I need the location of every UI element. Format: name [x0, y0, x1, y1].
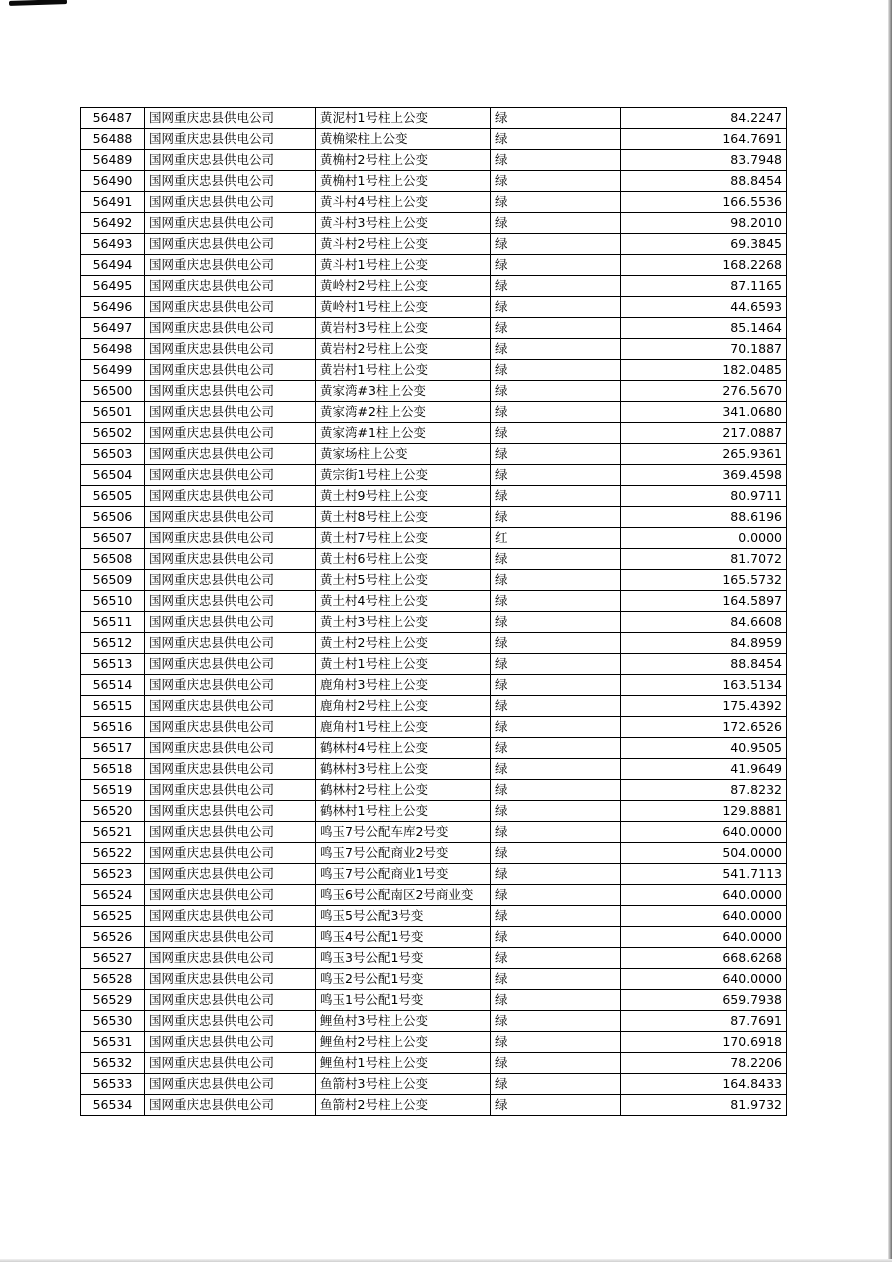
cell-row-id: 56512 — [81, 633, 145, 654]
cell-status: 绿 — [491, 885, 621, 906]
cell-company: 国网重庆忠县供电公司 — [145, 255, 316, 276]
cell-company: 国网重庆忠县供电公司 — [145, 549, 316, 570]
table-row — [81, 612, 787, 633]
cell-status: 绿 — [491, 402, 621, 423]
cell-device-name: 鹤林村3号柱上公变 — [316, 759, 491, 780]
cell-company: 国网重庆忠县供电公司 — [145, 822, 316, 843]
cell-company: 国网重庆忠县供电公司 — [145, 927, 316, 948]
table-row — [81, 234, 787, 255]
cell-value: 85.1464 — [621, 318, 787, 339]
cell-status: 绿 — [491, 906, 621, 927]
table-row — [81, 885, 787, 906]
cell-row-id: 56511 — [81, 612, 145, 633]
cell-value: 640.0000 — [621, 969, 787, 990]
cell-row-id: 56527 — [81, 948, 145, 969]
table-body — [81, 108, 787, 1116]
cell-company: 国网重庆忠县供电公司 — [145, 339, 316, 360]
cell-company: 国网重庆忠县供电公司 — [145, 297, 316, 318]
cell-device-name: 鱼箭村2号柱上公变 — [316, 1095, 491, 1116]
cell-company: 国网重庆忠县供电公司 — [145, 717, 316, 738]
cell-status: 绿 — [491, 612, 621, 633]
cell-value: 88.8454 — [621, 654, 787, 675]
table-row — [81, 1074, 787, 1095]
data-table — [80, 107, 787, 1116]
table-row — [81, 906, 787, 927]
cell-company: 国网重庆忠县供电公司 — [145, 990, 316, 1011]
cell-status: 绿 — [491, 843, 621, 864]
table-row — [81, 465, 787, 486]
cell-row-id: 56488 — [81, 129, 145, 150]
table-row — [81, 108, 787, 129]
cell-row-id: 56495 — [81, 276, 145, 297]
cell-row-id: 56497 — [81, 318, 145, 339]
cell-row-id: 56514 — [81, 675, 145, 696]
cell-status: 绿 — [491, 255, 621, 276]
cell-value: 40.9505 — [621, 738, 787, 759]
table-row — [81, 192, 787, 213]
cell-device-name: 黄桷梁柱上公变 — [316, 129, 491, 150]
cell-row-id: 56533 — [81, 1074, 145, 1095]
cell-device-name: 黄斗村1号柱上公变 — [316, 255, 491, 276]
cell-company: 国网重庆忠县供电公司 — [145, 528, 316, 549]
table-row — [81, 276, 787, 297]
cell-company: 国网重庆忠县供电公司 — [145, 864, 316, 885]
cell-company: 国网重庆忠县供电公司 — [145, 276, 316, 297]
table-row — [81, 318, 787, 339]
cell-status: 绿 — [491, 801, 621, 822]
cell-status: 绿 — [491, 213, 621, 234]
cell-value: 640.0000 — [621, 927, 787, 948]
table-row — [81, 528, 787, 549]
cell-row-id: 56509 — [81, 570, 145, 591]
table-row — [81, 717, 787, 738]
cell-company: 国网重庆忠县供电公司 — [145, 192, 316, 213]
cell-company: 国网重庆忠县供电公司 — [145, 1011, 316, 1032]
cell-device-name: 鱼箭村3号柱上公变 — [316, 1074, 491, 1095]
cell-company: 国网重庆忠县供电公司 — [145, 213, 316, 234]
cell-status: 绿 — [491, 549, 621, 570]
table-row — [81, 948, 787, 969]
cell-device-name: 黄宗街1号柱上公变 — [316, 465, 491, 486]
cell-status: 绿 — [491, 570, 621, 591]
cell-device-name: 黄家场柱上公变 — [316, 444, 491, 465]
cell-row-id: 56518 — [81, 759, 145, 780]
cell-company: 国网重庆忠县供电公司 — [145, 150, 316, 171]
cell-row-id: 56500 — [81, 381, 145, 402]
cell-row-id: 56492 — [81, 213, 145, 234]
cell-row-id: 56516 — [81, 717, 145, 738]
cell-value: 88.6196 — [621, 507, 787, 528]
cell-device-name: 黄土村3号柱上公变 — [316, 612, 491, 633]
cell-value: 175.4392 — [621, 696, 787, 717]
cell-company: 国网重庆忠县供电公司 — [145, 1032, 316, 1053]
cell-row-id: 56507 — [81, 528, 145, 549]
cell-device-name: 黄家湾#3柱上公变 — [316, 381, 491, 402]
cell-device-name: 鸣玉4号公配1号变 — [316, 927, 491, 948]
table-row — [81, 738, 787, 759]
table-row — [81, 129, 787, 150]
cell-value: 84.2247 — [621, 108, 787, 129]
cell-device-name: 黄土村4号柱上公变 — [316, 591, 491, 612]
cell-value: 640.0000 — [621, 822, 787, 843]
cell-company: 国网重庆忠县供电公司 — [145, 1053, 316, 1074]
cell-device-name: 鹤林村2号柱上公变 — [316, 780, 491, 801]
cell-status: 绿 — [491, 738, 621, 759]
cell-status: 绿 — [491, 696, 621, 717]
cell-row-id: 56491 — [81, 192, 145, 213]
cell-company: 国网重庆忠县供电公司 — [145, 570, 316, 591]
cell-row-id: 56499 — [81, 360, 145, 381]
cell-value: 164.7691 — [621, 129, 787, 150]
cell-value: 668.6268 — [621, 948, 787, 969]
cell-status: 绿 — [491, 486, 621, 507]
cell-row-id: 56534 — [81, 1095, 145, 1116]
table-row — [81, 255, 787, 276]
cell-value: 87.7691 — [621, 1011, 787, 1032]
cell-device-name: 黄桷村1号柱上公变 — [316, 171, 491, 192]
table-row — [81, 423, 787, 444]
table-row — [81, 1032, 787, 1053]
cell-device-name: 鲤鱼村3号柱上公变 — [316, 1011, 491, 1032]
cell-row-id: 56502 — [81, 423, 145, 444]
cell-company: 国网重庆忠县供电公司 — [145, 108, 316, 129]
cell-status: 绿 — [491, 171, 621, 192]
cell-row-id: 56508 — [81, 549, 145, 570]
cell-value: 170.6918 — [621, 1032, 787, 1053]
cell-status: 绿 — [491, 339, 621, 360]
cell-value: 164.8433 — [621, 1074, 787, 1095]
cell-status: 绿 — [491, 465, 621, 486]
table-row — [81, 927, 787, 948]
table-row — [81, 402, 787, 423]
cell-row-id: 56531 — [81, 1032, 145, 1053]
cell-value: 369.4598 — [621, 465, 787, 486]
table-row — [81, 990, 787, 1011]
cell-row-id: 56522 — [81, 843, 145, 864]
cell-value: 70.1887 — [621, 339, 787, 360]
table-row — [81, 339, 787, 360]
cell-status: 绿 — [491, 192, 621, 213]
scan-artifact-mark — [9, 0, 67, 6]
table-row — [81, 969, 787, 990]
cell-device-name: 黄岩村3号柱上公变 — [316, 318, 491, 339]
cell-status: 绿 — [491, 318, 621, 339]
cell-company: 国网重庆忠县供电公司 — [145, 465, 316, 486]
cell-value: 81.7072 — [621, 549, 787, 570]
cell-device-name: 鹤林村1号柱上公变 — [316, 801, 491, 822]
cell-status: 绿 — [491, 150, 621, 171]
cell-row-id: 56525 — [81, 906, 145, 927]
table-row — [81, 171, 787, 192]
cell-value: 165.5732 — [621, 570, 787, 591]
cell-row-id: 56503 — [81, 444, 145, 465]
cell-value: 69.3845 — [621, 234, 787, 255]
cell-status: 绿 — [491, 822, 621, 843]
cell-value: 81.9732 — [621, 1095, 787, 1116]
cell-device-name: 鸣玉6号公配南区2号商业变 — [316, 885, 491, 906]
cell-device-name: 黄泥村1号柱上公变 — [316, 108, 491, 129]
cell-value: 217.0887 — [621, 423, 787, 444]
cell-device-name: 黄桷村2号柱上公变 — [316, 150, 491, 171]
cell-value: 129.8881 — [621, 801, 787, 822]
table-row — [81, 297, 787, 318]
cell-status: 绿 — [491, 675, 621, 696]
cell-value: 265.9361 — [621, 444, 787, 465]
table-row — [81, 360, 787, 381]
cell-value: 84.8959 — [621, 633, 787, 654]
cell-company: 国网重庆忠县供电公司 — [145, 885, 316, 906]
table-row — [81, 780, 787, 801]
cell-company: 国网重庆忠县供电公司 — [145, 654, 316, 675]
cell-device-name: 黄斗村2号柱上公变 — [316, 234, 491, 255]
cell-device-name: 黄岩村1号柱上公变 — [316, 360, 491, 381]
cell-row-id: 56513 — [81, 654, 145, 675]
cell-device-name: 黄土村2号柱上公变 — [316, 633, 491, 654]
cell-row-id: 56529 — [81, 990, 145, 1011]
cell-status: 绿 — [491, 654, 621, 675]
cell-company: 国网重庆忠县供电公司 — [145, 591, 316, 612]
cell-value: 640.0000 — [621, 906, 787, 927]
table-row — [81, 654, 787, 675]
cell-device-name: 黄土村7号柱上公变 — [316, 528, 491, 549]
cell-row-id: 56519 — [81, 780, 145, 801]
cell-device-name: 鲤鱼村2号柱上公变 — [316, 1032, 491, 1053]
table-row — [81, 1095, 787, 1116]
cell-status: 绿 — [491, 129, 621, 150]
cell-device-name: 鲤鱼村1号柱上公变 — [316, 1053, 491, 1074]
cell-status: 绿 — [491, 969, 621, 990]
cell-device-name: 鸣玉3号公配1号变 — [316, 948, 491, 969]
cell-value: 78.2206 — [621, 1053, 787, 1074]
cell-row-id: 56504 — [81, 465, 145, 486]
cell-company: 国网重庆忠县供电公司 — [145, 507, 316, 528]
cell-status: 绿 — [491, 633, 621, 654]
cell-device-name: 鸣玉7号公配商业1号变 — [316, 864, 491, 885]
cell-company: 国网重庆忠县供电公司 — [145, 318, 316, 339]
table-row — [81, 696, 787, 717]
cell-device-name: 黄土村5号柱上公变 — [316, 570, 491, 591]
cell-value: 276.5670 — [621, 381, 787, 402]
cell-row-id: 56490 — [81, 171, 145, 192]
cell-company: 国网重庆忠县供电公司 — [145, 381, 316, 402]
table-row — [81, 822, 787, 843]
cell-row-id: 56493 — [81, 234, 145, 255]
cell-row-id: 56517 — [81, 738, 145, 759]
cell-device-name: 鹤林村4号柱上公变 — [316, 738, 491, 759]
cell-status: 绿 — [491, 948, 621, 969]
cell-status: 绿 — [491, 1095, 621, 1116]
cell-device-name: 黄岩村2号柱上公变 — [316, 339, 491, 360]
cell-device-name: 鹿角村2号柱上公变 — [316, 696, 491, 717]
cell-device-name: 鹿角村1号柱上公变 — [316, 717, 491, 738]
cell-device-name: 黄土村6号柱上公变 — [316, 549, 491, 570]
cell-row-id: 56506 — [81, 507, 145, 528]
cell-status: 绿 — [491, 1011, 621, 1032]
cell-status: 绿 — [491, 1032, 621, 1053]
cell-value: 504.0000 — [621, 843, 787, 864]
cell-device-name: 鹿角村3号柱上公变 — [316, 675, 491, 696]
cell-device-name: 黄斗村4号柱上公变 — [316, 192, 491, 213]
table-row — [81, 591, 787, 612]
cell-device-name: 黄家湾#2柱上公变 — [316, 402, 491, 423]
cell-row-id: 56523 — [81, 864, 145, 885]
cell-company: 国网重庆忠县供电公司 — [145, 1074, 316, 1095]
cell-row-id: 56515 — [81, 696, 145, 717]
cell-device-name: 黄岭村1号柱上公变 — [316, 297, 491, 318]
cell-row-id: 56532 — [81, 1053, 145, 1074]
cell-row-id: 56489 — [81, 150, 145, 171]
cell-company: 国网重庆忠县供电公司 — [145, 234, 316, 255]
table-row — [81, 570, 787, 591]
cell-value: 168.2268 — [621, 255, 787, 276]
cell-company: 国网重庆忠县供电公司 — [145, 696, 316, 717]
cell-row-id: 56501 — [81, 402, 145, 423]
cell-company: 国网重庆忠县供电公司 — [145, 759, 316, 780]
cell-value: 182.0485 — [621, 360, 787, 381]
cell-value: 80.9711 — [621, 486, 787, 507]
cell-row-id: 56521 — [81, 822, 145, 843]
table-row — [81, 1011, 787, 1032]
cell-device-name: 鸣玉7号公配商业2号变 — [316, 843, 491, 864]
cell-device-name: 黄土村9号柱上公变 — [316, 486, 491, 507]
cell-company: 国网重庆忠县供电公司 — [145, 1095, 316, 1116]
cell-company: 国网重庆忠县供电公司 — [145, 780, 316, 801]
cell-device-name: 黄斗村3号柱上公变 — [316, 213, 491, 234]
page-edge-shadow-right — [888, 0, 892, 1262]
data-table-container — [80, 107, 787, 1116]
cell-status: 绿 — [491, 381, 621, 402]
cell-row-id: 56526 — [81, 927, 145, 948]
cell-status: 绿 — [491, 864, 621, 885]
cell-value: 0.0000 — [621, 528, 787, 549]
cell-value: 659.7938 — [621, 990, 787, 1011]
cell-device-name: 鸣玉1号公配1号变 — [316, 990, 491, 1011]
table-row — [81, 801, 787, 822]
table-row — [81, 150, 787, 171]
cell-row-id: 56524 — [81, 885, 145, 906]
cell-device-name: 黄土村8号柱上公变 — [316, 507, 491, 528]
cell-status: 绿 — [491, 1053, 621, 1074]
cell-company: 国网重庆忠县供电公司 — [145, 675, 316, 696]
cell-row-id: 56510 — [81, 591, 145, 612]
cell-status: 绿 — [491, 759, 621, 780]
cell-status: 绿 — [491, 1074, 621, 1095]
cell-company: 国网重庆忠县供电公司 — [145, 906, 316, 927]
cell-company: 国网重庆忠县供电公司 — [145, 402, 316, 423]
cell-row-id: 56505 — [81, 486, 145, 507]
cell-value: 83.7948 — [621, 150, 787, 171]
cell-device-name: 鸣玉5号公配3号变 — [316, 906, 491, 927]
cell-status: 绿 — [491, 108, 621, 129]
cell-company: 国网重庆忠县供电公司 — [145, 633, 316, 654]
cell-company: 国网重庆忠县供电公司 — [145, 171, 316, 192]
cell-value: 166.5536 — [621, 192, 787, 213]
table-row — [81, 843, 787, 864]
cell-value: 98.2010 — [621, 213, 787, 234]
cell-status: 绿 — [491, 717, 621, 738]
cell-company: 国网重庆忠县供电公司 — [145, 948, 316, 969]
cell-company: 国网重庆忠县供电公司 — [145, 423, 316, 444]
cell-row-id: 56528 — [81, 969, 145, 990]
cell-value: 341.0680 — [621, 402, 787, 423]
cell-device-name: 鸣玉2号公配1号变 — [316, 969, 491, 990]
table-row — [81, 381, 787, 402]
table-row — [81, 507, 787, 528]
table-row — [81, 759, 787, 780]
cell-device-name: 黄土村1号柱上公变 — [316, 654, 491, 675]
cell-status: 绿 — [491, 234, 621, 255]
cell-value: 640.0000 — [621, 885, 787, 906]
cell-row-id: 56520 — [81, 801, 145, 822]
table-row — [81, 633, 787, 654]
cell-status: 绿 — [491, 423, 621, 444]
cell-value: 87.1165 — [621, 276, 787, 297]
cell-company: 国网重庆忠县供电公司 — [145, 360, 316, 381]
cell-status: 绿 — [491, 591, 621, 612]
cell-company: 国网重庆忠县供电公司 — [145, 843, 316, 864]
table-row — [81, 675, 787, 696]
cell-status: 绿 — [491, 444, 621, 465]
table-row — [81, 549, 787, 570]
cell-company: 国网重庆忠县供电公司 — [145, 444, 316, 465]
cell-value: 541.7113 — [621, 864, 787, 885]
cell-status: 绿 — [491, 297, 621, 318]
cell-status: 绿 — [491, 276, 621, 297]
cell-value: 163.5134 — [621, 675, 787, 696]
cell-company: 国网重庆忠县供电公司 — [145, 612, 316, 633]
cell-company: 国网重庆忠县供电公司 — [145, 486, 316, 507]
table-row — [81, 213, 787, 234]
cell-value: 41.9649 — [621, 759, 787, 780]
cell-row-id: 56487 — [81, 108, 145, 129]
table-row — [81, 864, 787, 885]
cell-value: 44.6593 — [621, 297, 787, 318]
cell-value: 164.5897 — [621, 591, 787, 612]
cell-status: 绿 — [491, 780, 621, 801]
table-row — [81, 444, 787, 465]
cell-value: 88.8454 — [621, 171, 787, 192]
cell-device-name: 黄家湾#1柱上公变 — [316, 423, 491, 444]
cell-status: 绿 — [491, 990, 621, 1011]
cell-device-name: 鸣玉7号公配车库2号变 — [316, 822, 491, 843]
cell-row-id: 56494 — [81, 255, 145, 276]
cell-row-id: 56498 — [81, 339, 145, 360]
table-row — [81, 1053, 787, 1074]
cell-company: 国网重庆忠县供电公司 — [145, 738, 316, 759]
cell-status: 绿 — [491, 507, 621, 528]
cell-company: 国网重庆忠县供电公司 — [145, 129, 316, 150]
cell-row-id: 56496 — [81, 297, 145, 318]
cell-company: 国网重庆忠县供电公司 — [145, 801, 316, 822]
cell-status: 绿 — [491, 360, 621, 381]
cell-value: 87.8232 — [621, 780, 787, 801]
cell-value: 84.6608 — [621, 612, 787, 633]
table-row — [81, 486, 787, 507]
cell-row-id: 56530 — [81, 1011, 145, 1032]
cell-value: 172.6526 — [621, 717, 787, 738]
cell-status: 绿 — [491, 927, 621, 948]
cell-company: 国网重庆忠县供电公司 — [145, 969, 316, 990]
cell-device-name: 黄岭村2号柱上公变 — [316, 276, 491, 297]
cell-status: 红 — [491, 528, 621, 549]
